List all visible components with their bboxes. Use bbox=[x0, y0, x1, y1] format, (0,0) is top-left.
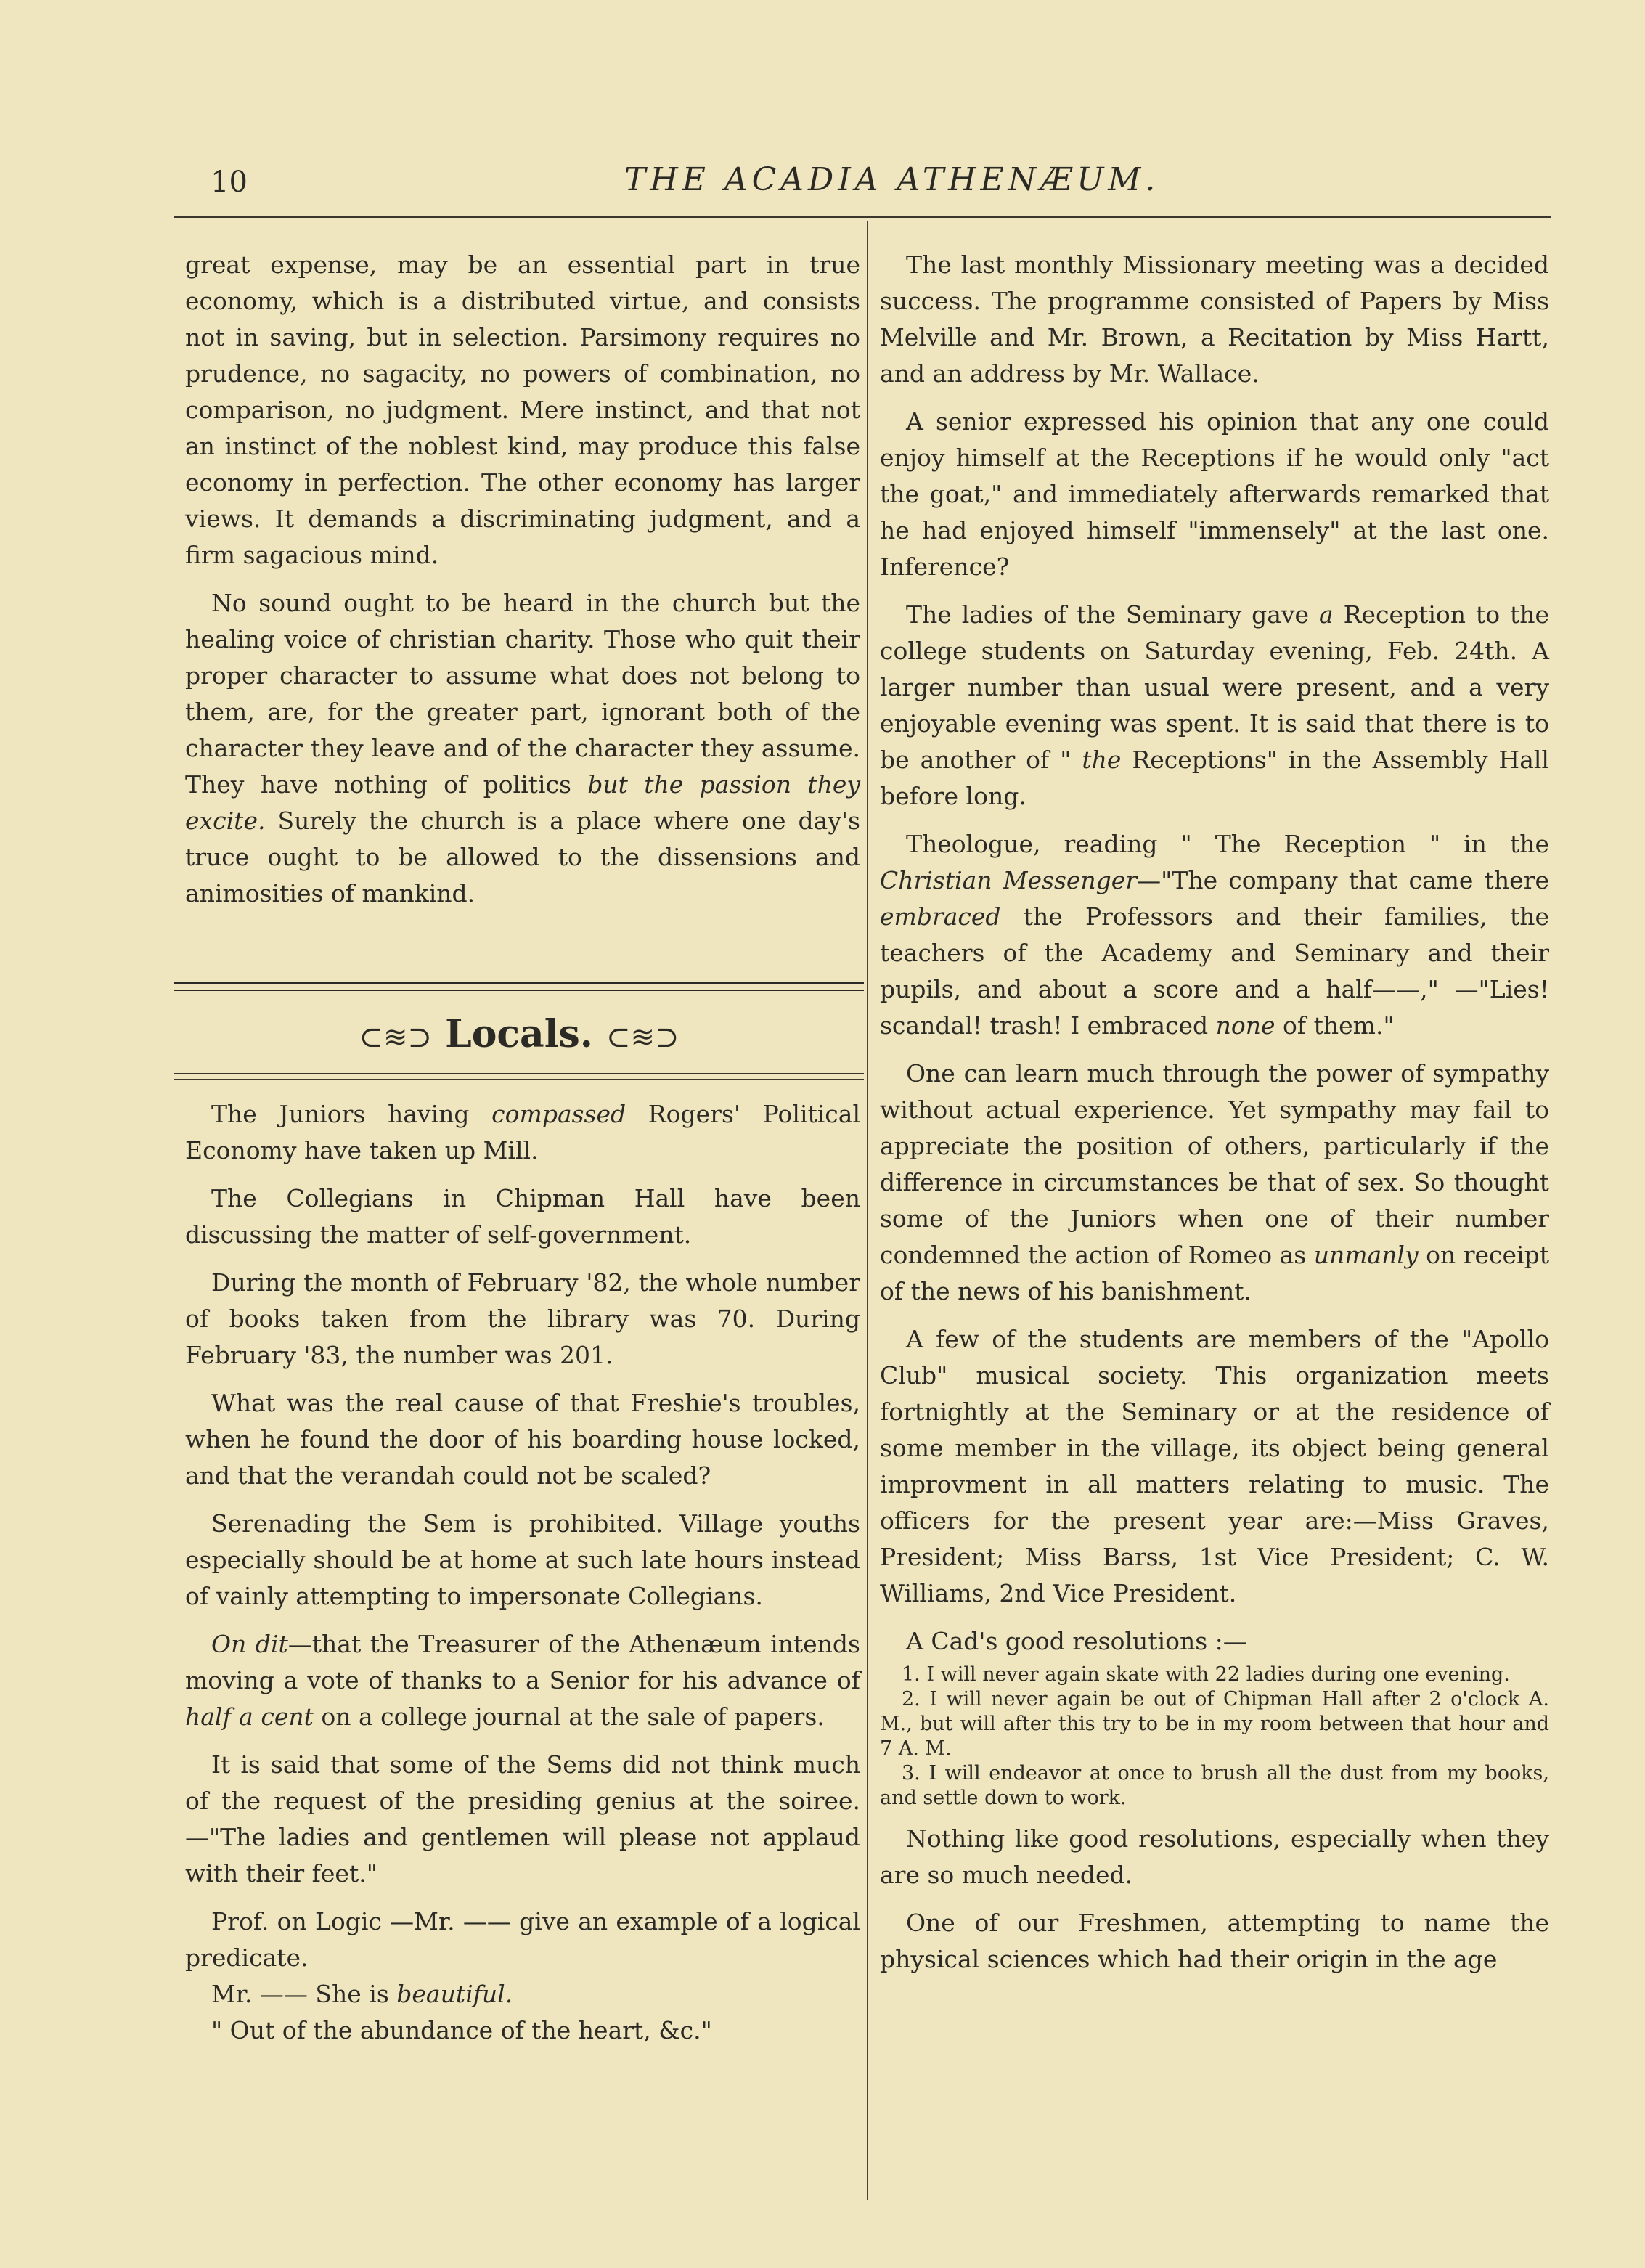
emphasis-text: the bbox=[1082, 746, 1122, 774]
emphasis-text: compassed bbox=[491, 1100, 626, 1128]
emphasis-text: but the passion they excite. bbox=[185, 770, 860, 835]
text-run: Theologue, reading " The Reception " in the bbox=[906, 830, 1549, 858]
text-run: —"The company that came there bbox=[1137, 866, 1550, 894]
text-run: Rogers' Political Economy have taken up Mill. bbox=[185, 1100, 860, 1164]
local-item bbox=[185, 1976, 860, 2012]
local-item bbox=[880, 597, 1549, 815]
text-run: No sound ought to be heard in the church but the healing voice of christian charity. Those who quit their proper character to assume what does not belong to them, are, for the greater part, ignorant both of the character they leave and of the character they assume. They have nothing of politics bbox=[185, 589, 860, 799]
text-run: Mr. —— She is bbox=[211, 1980, 397, 2008]
resolution-item: 3. I will endeavor at once to brush all the dust from my books, and settle down to work. bbox=[880, 1762, 1549, 1809]
local-item: One of our Freshmen, attempting to name the physical sciences which had their origin in the age bbox=[880, 1909, 1549, 1973]
text-run: the Professors and their families, the teachers of the Academy and Seminary and their pupils, and about a score and a half——," —"Lies! scandal! trash! I embraced bbox=[880, 902, 1549, 1040]
column-divider bbox=[867, 221, 868, 2200]
emphasis-text: beautiful. bbox=[396, 1980, 513, 2008]
emphasis-text: none bbox=[1215, 1011, 1275, 1040]
local-item bbox=[880, 826, 1549, 1044]
local-item: Nothing like good resolutions, especially when they are so much needed. bbox=[880, 1824, 1549, 1889]
text-run: The ladies of the Seminary gave bbox=[906, 600, 1319, 629]
section-rule-thin bbox=[174, 990, 864, 991]
local-item bbox=[185, 1626, 860, 1735]
text-run: of them." bbox=[1275, 1011, 1395, 1040]
right-column bbox=[880, 247, 1549, 1989]
text-run: on a college journal at the sale of papers. bbox=[313, 1702, 825, 1731]
section-rule-thin bbox=[174, 1079, 864, 1080]
local-item: Prof. on Logic —Mr. —— give an example of a logical predicate. bbox=[185, 1907, 860, 1972]
resolutions-list bbox=[880, 1663, 1549, 1811]
resolution-item: 1. I will never again skate with 22 ladies during one evening. bbox=[902, 1663, 1510, 1686]
section-rule bbox=[174, 1073, 864, 1074]
running-head bbox=[0, 161, 1645, 205]
text-run: on receipt of the news of his banishment. bbox=[880, 1241, 1549, 1305]
article-paragraph bbox=[185, 585, 860, 912]
text-run: Receptions" in the Assembly Hall before long. bbox=[880, 746, 1549, 810]
emphasis-text: embraced bbox=[880, 902, 1001, 931]
emphasis-text: a bbox=[1319, 600, 1334, 629]
resolutions-intro: A Cad's good resolutions :— bbox=[906, 1627, 1247, 1655]
section-rule bbox=[174, 982, 864, 984]
text-run: Reception to the college students on Saturday evening, Feb. 24th. A larger number than usual were present, and a very enjoyable evening was spent. It is said that there is to be another of " bbox=[880, 600, 1550, 774]
article-paragraph: great expense, may be an essential part in true economy, which is a distributed virtue, and consists not in saving, but in selection. Parsimony requires no prudence, no sagacity, no powers of combination, no comparison, no judgment. Mere instinct, and that not an instinct of the noblest kind, may produce this false economy in perfection. The other economy has larger views. It demands a discriminating judgment, and a firm sagacious mind. bbox=[185, 250, 860, 569]
flourish-left-icon: ⊂≋⊃ bbox=[359, 1021, 433, 1054]
left-column-locals bbox=[185, 1096, 860, 2060]
text-run: —that the Treasurer of the Athenæum intends moving a vote of thanks to a Senior for his advance of bbox=[185, 1630, 860, 1694]
resolution-item: 2. I will never again be out of Chipman Hall after 2 o'clock A. M., but will after this try to be in my room between that hour and 7 A. M. bbox=[880, 1688, 1549, 1760]
local-item: " Out of the abundance of the heart, &c." bbox=[211, 2016, 712, 2044]
header-rule bbox=[174, 216, 1551, 218]
local-item: What was the real cause of that Freshie's troubles, when he found the door of his boarding house locked, and that the verandah could not be scaled? bbox=[185, 1389, 860, 1490]
local-item: Serenading the Sem is prohibited. Village youths especially should be at home at such late hours instead of vainly attempting to impersonate Collegians. bbox=[185, 1509, 860, 1610]
locals-heading bbox=[174, 1009, 864, 1060]
local-item: It is said that some of the Sems did not think much of the request of the presiding genius at the soiree.—"The ladies and gentlemen will please not applaud with their feet." bbox=[185, 1750, 860, 1888]
local-item: A senior expressed his opinion that any one could enjoy himself at the Receptions if he would only "act the goat," and immediately afterwards remarked that he had enjoyed himself "immensely" at the last one. Inference? bbox=[880, 407, 1549, 581]
local-item bbox=[185, 1096, 860, 1169]
emphasis-text: unmanly bbox=[1313, 1241, 1419, 1269]
local-item: The last monthly Missionary meeting was a decided success. The programme consisted of Papers by Miss Melville and Mr. Brown, a Recitation by Miss Hartt, and an address by Mr. Wallace. bbox=[880, 250, 1549, 388]
left-column-article bbox=[185, 247, 860, 923]
page-number: 10 bbox=[211, 166, 248, 199]
journal-title: THE ACADIA ATHENÆUM. bbox=[624, 161, 1160, 198]
text-run: The Juniors having bbox=[211, 1100, 492, 1128]
local-item: The Collegians in Chipman Hall have been discussing the matter of self-government. bbox=[185, 1184, 860, 1249]
text-run: Surely the church is a place where one day's truce ought to be allowed to the dissensions and animosities of mankind. bbox=[185, 807, 860, 907]
locals-title: Locals. bbox=[445, 1012, 593, 1056]
local-item: During the month of February '82, the whole number of books taken from the library was 70. During February '83, the number was 201. bbox=[185, 1268, 860, 1369]
emphasis-text: On dit bbox=[211, 1630, 288, 1658]
emphasis-text: Christian Messenger bbox=[880, 866, 1138, 894]
local-item: A few of the students are members of the "Apollo Club" musical society. This organization meets fortnightly at the Seminary or at the residence of some member in the village, its object being general improvment in all matters relating to music. The officers for the present year are:—Miss Graves, President; Miss Barss, 1st Vice President; C. W. Williams, 2nd Vice President. bbox=[880, 1325, 1549, 1607]
local-item bbox=[880, 1056, 1549, 1310]
emphasis-text: half a cent bbox=[185, 1702, 314, 1731]
text-run: One can learn much through the power of sympathy without actual experience. Yet sympathy may fail to appreciate the position of others, particularly if the difference in circumstances be that of sex. So thought some of the Juniors when one of their number condemned the action of Romeo as bbox=[880, 1059, 1549, 1269]
flourish-right-icon: ⊂≋⊃ bbox=[605, 1021, 679, 1054]
